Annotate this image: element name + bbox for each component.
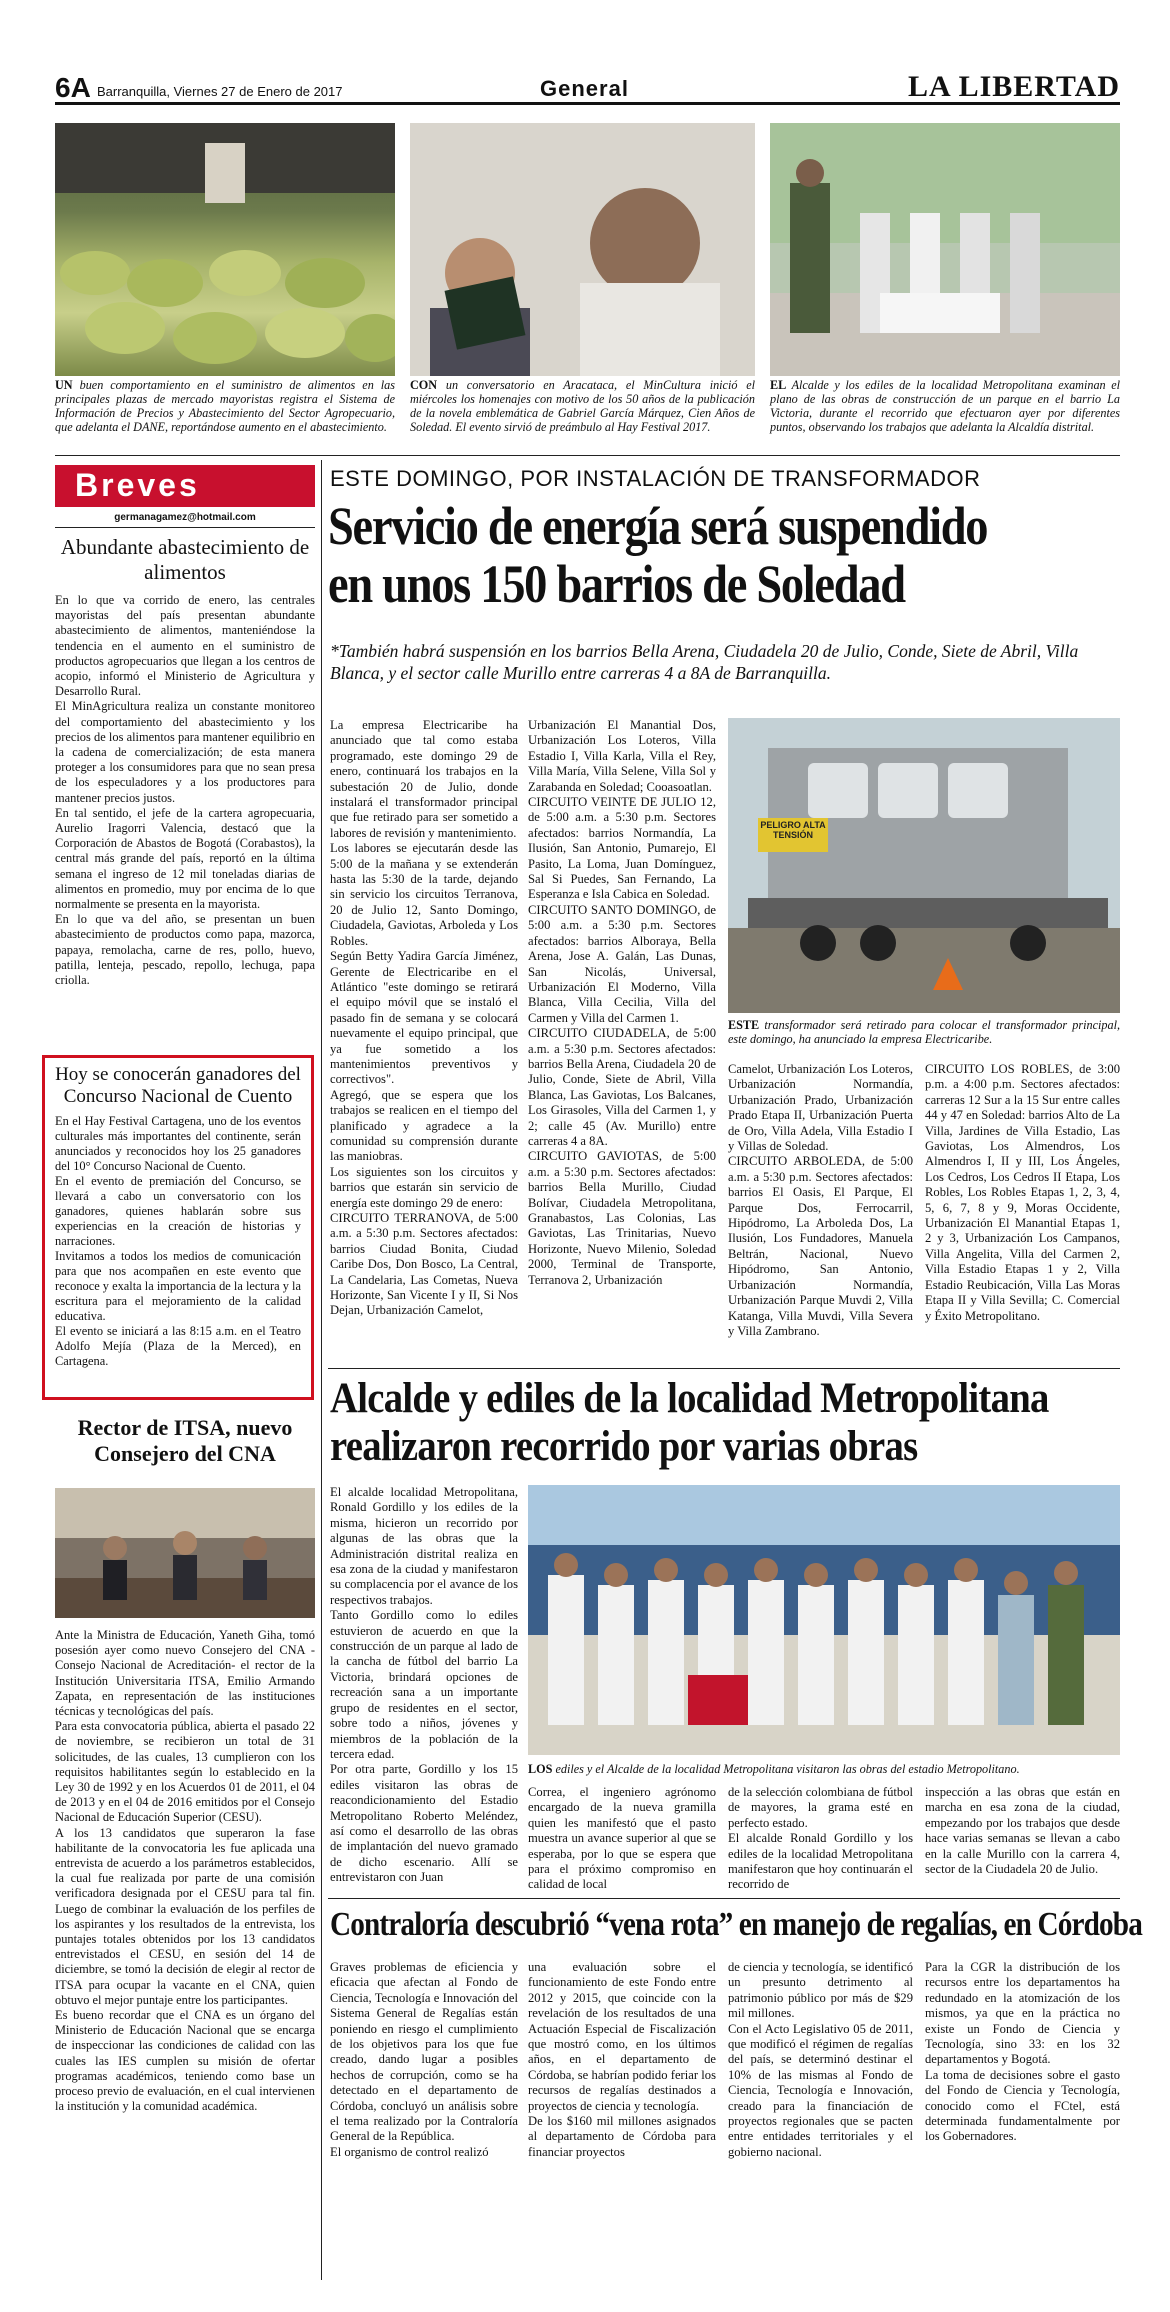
- article2-col3: de la selección colombiana de fútbol de mayores, la grama esté en perfecto estado. El alcalde Ronald Gordillo y los ediles de la localidad Metropolitana manifestaron que hoy continuarán el recorrido de: [728, 1785, 913, 1892]
- brief-paragraph: En tal sentido, el jefe de la cartera agropecuaria, Aurelio Iragorri Valencia, destacó que la Corporación de Abastos de Bogotá (Corabastos), la central más grande del país, reportó en la última semana el ingreso de 12 mil toneladas diarias de alimentos en promedio, muy por encima de lo que normalmente se presenta en la mayorista.: [55, 805, 315, 912]
- brief-paragraph: En el Hay Festival Cartagena, uno de los eventos culturales más importantes del continente, serán anunciados y reconocidos hoy los 25 ganadores del 10° Concurso Nacional de Cuento.: [55, 1114, 301, 1173]
- page-header: [55, 70, 1120, 105]
- breves-label: Breves: [75, 467, 200, 503]
- brief-paragraph: A los 13 candidatos que superaron la fase habilitante de la convocatoria les fue aplicada una entrevista de acuerdo a los parámetros establecidos, la cual fue realizada por parte de una comisión verificadora designada por el CESU para tal fin. Luego de combinar la evaluación de los perfiles de los aspirantes y los resultados de la entrevista, los puntajes totales obtenidos por los 13 candidatos entrevistados el CESU, en sesión del 14 de diciembre, se tomó la decisión de elegir al rector de ITSA para ocupar la vacante en el CNA, quien obtuvo el mejor puntaje entre los participantes.: [55, 1825, 315, 2007]
- brief-itsa-body: [55, 1628, 315, 2115]
- divider: [55, 455, 1120, 456]
- columnist-email: germanagamez@hotmail.com: [114, 512, 256, 523]
- photo-caption-2: CON un conversatorio en Aracataca, el MinCultura inició el miércoles los homenajes con motivo de los 50 años de la publicación de la novela emblemática de Gabriel García Márquez, Cien Años de Soledad. El evento sirvió de preámbulo al Hay Festival 2017.: [410, 378, 755, 434]
- brief-itsa: [55, 1415, 315, 1467]
- photo-caption-3: EL Alcalde y los ediles de la localidad Metropolitana examinan el plano de las obras de construcción de un parque en el barrio La Victoria, durante el recorrido que efectuaron ayer por diferentes puntos, observando los trabajos que adelanta la Alcaldía distrital.: [770, 378, 1120, 434]
- article3-col3: de ciencia y tecnología, se identificó un presunto detrimento al patrimonio público por más de $29 mil millones. Con el Acto Legislativo 05 de 2011, que modificó el régimen de regalías del país, se determinó destinar el 10% de las mismas al Fondo de Ciencia, Tecnología e Innovación, creado para la financiación de proyectos regionales que se pacten entre entidades territoriales y el gobierno nacional.: [728, 1960, 913, 2159]
- brief-paragraph: Para esta convocatoria pública, abierta el pasado 22 de noviembre, se recibieron un total de 31 solicitudes, de las cuales, 13 cumplieron con los requisitos habilitantes según lo establecido en la Ley 30 de 1992 y en los Acuerdos 01 de 2011, el 04 de 2013 y en el 04 de 2016 emitidos por el Consejo Nacional de Educación Superior (CESU).: [55, 1719, 315, 1825]
- article1-col1: La empresa Electricaribe ha anunciado que tal como estaba programado, este domingo 29 de enero, continuará los trabajos en la subestación 20 de Julio, donde instalará el transformador principal que fue retirado para ser sometido a labores de revisión y mantenimiento. Los labores se ejecutarán desde las 5:00 de la mañana y se extenderán hasta las 5:30 de la tarde, dejando sin servicio los circuitos Terranova, 20 de Julio 12, Santo Domingo, Ciudadela, Gaviotas, Arboleda y Los Robles. Según Betty Yadira García Jiménez, Gerente de Electricaribe en el Atlántico "este domingo se retirará el equipo móvil que se instaló el pasado fin de semana y se colocará nuevamente el equipo principal, que ya fue sometido a los mantenimientos preventivos y correctivos". Agregó, que se espera que los trabajos se realicen en el tiempo del planificado y agradece a la comunidad su comprensión durante las maniobras. Los siguientes son los circuitos y barrios que estarán sin servicio de energía este domingo 29 de enero: CIRCUITO TERRANOVA, de 5:00 a.m. a 5:30 p.m. Sectores afectados: barrios Ciudad Bonita, Ciudad Caribe Dos, Don Bosco, La Central, La Candelaria, Las Cometas, Nueva Horizonte, San Vicente I y II, Si Nos Dejan, Urbanización Camelot,: [330, 718, 518, 1318]
- brief-paragraph: Ante la Ministra de Educación, Yaneth Giha, tomó posesión ayer como nuevo Consejero del CNA -Consejo Nacional de Acreditación- el rector de la Institución Universitaria ITSA, Emilio Armando Zapata, en representación de las instituciones técnicas y tecnológicas del país.: [55, 1628, 315, 1719]
- brief-paragraph: Es bueno recordar que el CNA es un órgano del Ministerio de Educación Nacional que se encarga de inspeccionar las condiciones de calidad con las cuales las IES cumplen su misión de ofertar programas académicos, teniendo como base un proceso previo de evaluación, en el cual intervienen la institución y la comunidad académica.: [55, 2008, 315, 2114]
- article1-headline: Servicio de energía será suspendido en unos 150 barrios de Soledad: [328, 496, 988, 614]
- brief-paragraph: El MinAgricultura realiza un constante monitoreo del comportamiento del abastecimiento y los precios de los alimentos para mantener equilibrio en la cadena de comercialización; de esta manera proteger a los consumidores para que no sean presa de los especuladores y a los productores para mantener precios justos.: [55, 699, 315, 805]
- article3-col2: una evaluación sobre el funcionamiento de este Fondo entre 2012 y 2015, que coincide con la revelación de los resultados de una Actuación Especial de Fiscalización que mostró como, en los últimos años, en el departamento de Córdoba, se habrían podido feriar los recursos de regalías destinados a proyectos de ciencia y tecnología. De los $160 mil millones asignados al departamento de Córdoba para financiar proyectos: [528, 1960, 716, 2159]
- section-name: General: [540, 76, 629, 101]
- highlight-box: [42, 1055, 314, 1400]
- ediles-photo: [528, 1485, 1120, 1755]
- ediles-caption: LOS ediles y el Alcalde de la localidad Metropolitana visitaron las obras del estadio Metropolitano.: [528, 1762, 1020, 1776]
- brief-concurso: [55, 1064, 301, 1369]
- article3-col4: Para la CGR la distribución de los recursos entre los departamentos ha redundado en la atomización de los mismos, ya que en la práctica no existe un Fondo de Ciencia y Tecnología, sino 33: en los 32 departamentos y Bogotá. La toma de decisiones sobre el gasto del Fondo de Ciencia y Tecnología, conocido como el FCtel, está determinada fundamentalmente por los Gobernadores.: [925, 1960, 1120, 2144]
- brief-title: Hoy se conocerán ganadores del Concurso Nacional de Cuento: [55, 1064, 301, 1107]
- article1-deck: *También habrá suspensión en los barrios Bella Arena, Ciudadela 20 de Julio, Conde, Siete de Abril, Villa Blanca, y el sector calle Murillo entre carreras 4 a 8A de Barranquilla.: [330, 641, 1079, 683]
- article2-col2: Correa, el ingeniero agrónomo encargado de la nueva gramilla quien les manifestó que el pasto muestra un avance superior al que se esperaba, por lo que se espera que para el próximo compromiso en calidad de local: [528, 1785, 716, 1892]
- photo-caption-1: UN buen comportamiento en el suministro de alimentos en las principales plazas de mercado mayoristas registra el Sistema de Información de Precios y Abastecimiento del Sector Agropecuario, que adelanta el DANE, reportándose aumento en el abastecimiento.: [55, 378, 395, 434]
- divider: [328, 1898, 1120, 1899]
- page-number: 6A: [55, 72, 91, 103]
- article1-col4: CIRCUITO LOS ROBLES, de 3:00 p.m. a 4:00 p.m. Sectores afectados: carreras 12 Sur a la 15 Sur entre calles 44 y 47 en Soledad: barrios Alto de La Villa, Jardines de Villa Estadio, Las Gaviotas, Los Almendros, Los Almendros I, II y III, Los Ángeles, Los Cedros, Los Cedros II Etapa, Los Robles, Los Robles Etapas 1, 2, 3, 4, 5, 6, 7, 8 y 9, Moras Occidente, Urbanización El Manantial Etapas 1, 2 y 3, Urbanización Los Campanos, Villa Angelita, Villa del Carmen 2, Villa Estadio Etapas 1 y 2, Villa Estadio Reubicación, Villa Las Moras Etapa II y Villa Sevilla; C. Comercial y Éxito Metropolitano.: [925, 1062, 1120, 1323]
- article3-col1: Graves problemas de eficiencia y eficacia que afectan al Fondo de Ciencia, Tecnología e Innovación del Sistema General de Regalías están poniendo en riesgo el cumplimiento de los objetivos para los que fue creado, dando lugar a posibles hechos de corrupción, como se ha detectado en el departamento de Córdoba, concluyó un análisis sobre el tema realizado por la Contraloría General de la República. El organismo de control realizó: [330, 1960, 518, 2159]
- transformer-caption: ESTE transformador será retirado para colocar el transformador principal, este domingo, ha anunciado la empresa Electricaribe.: [728, 1018, 1120, 1046]
- brief-paragraph: El evento se iniciará a las 8:15 a.m. en el Teatro Adolfo Mejía (Plaza de la Merced), en Cartagena.: [55, 1324, 301, 1368]
- brief-title: Abundante abastecimiento de alimentos: [60, 535, 310, 584]
- brief-paragraph: En el evento de premiación del Concurso, se llevará a cabo un conversatorio con los ganadores, quienes hablarán sobre sus experiencias en la creación de historias y narraciones.: [55, 1174, 301, 1248]
- divider: [55, 527, 315, 528]
- article1-col2: Urbanización El Manantial Dos, Urbanización Los Loteros, Villa Estadio I, Villa Karla, Villa el Rey, Villa María, Villa Selene, Villa Sol y Zarabanda en Soledad; Cooasoatlan. CIRCUITO VEINTE DE JULIO 12, de 5:00 a.m. a 5:30 p.m. Sectores afectados: barrios Normandía, La Ilusión, San Antonio, Pumarejo, El Pasito, La Loma, Juan Domínguez, Sal Si Puedes, San Fernando, La Esperanza e Isla Cabica en Soledad. CIRCUITO SANTO DOMINGO, de 5:00 a.m. a 5:30 p.m. Sectores afectados: barrios Alboraya, Bella Arena, Jose A. Galán, Las Dunas, San Nicolás, Universal, Urbanización El Moderno, Villa Blanca, Villa Cecilia, Villa del Carmen y Villa del Carmen 1. CIRCUITO CIUDADELA, de 5:00 a.m. a 5:30 p.m. Sectores afectados: barrios Bella Arena, Ciudadela 20 de Julio, Conde, Siete de Abril, Villa Blanca, Las Gaviotas, Los Balcanes, Los Girasoles, Villa del Carmen 1, y 2; calle 45 (Av. Murillo) entre carreras 4 a 8A. CIRCUITO GAVIOTAS, de 5:00 a.m. a 5:30 p.m. Sectores afectados: barrios Bella Murillo, Ciudad Bolívar, Ciudadela Metropolitana, Granabastos, Las Colonias, Las Gaviotas, Las Trinitarias, Nuevo Horizonte, Nuevo Milenio, Soledad 2000, Terminal de Transporte, Terranova 2, Urbanización: [528, 718, 716, 1287]
- article3-headline: Contraloría descubrió “vena rota” en manejo de regalías, en Córdoba: [330, 1906, 1142, 1943]
- author-photo: [410, 123, 755, 376]
- masthead: LA LIBERTAD: [908, 70, 1120, 103]
- brief-paragraph: Invitamos a todos los medios de comunicación para que nos acompañen en este evento que reconoce y exalta la importancia de la lectura y la escritura para el mejoramiento de la calidad educativa.: [55, 1249, 301, 1323]
- article2-headline: Alcalde y ediles de la localidad Metropolitana realizaron recorrido por varias obras: [330, 1375, 1049, 1470]
- article2-col1: El alcalde localidad Metropolitana, Ronald Gordillo y los ediles de la misma, hicieron un recorrido por algunas de las obras que la Administración distrital realiza en esa zona de la ciudad y manifestaron su complacencia por el avance de los respectivos trabajos. Tanto Gordillo como lo ediles estuvieron de acuerdo en que la construcción de un parque al lado de la cancha de fútbol del barrio La Victoria, brindará opciones de recreación sana a un importante grupo de residentes en el sector, sobre todo a niños, jóvenes y miembros de la población de la tercera edad. Por otra parte, Gordillo y los 15 ediles visitaron las obras de reacondicionamiento del Estadio Metropolitano Roberto Meléndez, así como el desarrollo de las obras de implantación del nuevo gramado de dicho escenario. Allí se entrevistaron con Juan: [330, 1485, 518, 1885]
- article1-col3: Camelot, Urbanización Los Loteros, Urbanización Normandía, Urbanización Prado, Urbanización Prado Etapa II, Urbanización Puerta de Oro, Villa Adela, Villa Estadio I y Villas de Soledad. CIRCUITO ARBOLEDA, de 5:00 a.m. a 5:30 p.m. Sectores afectados: barrios El Oasis, El Parque, El Parque Dos, Ferrocarril, Hipódromo, La Arboleda Dos, La Ilusión, Los Fundadores, Manuela Beltrán, Nacional, Nuevo Hipódromo, San Antonio, Urbanización Normandía, Urbanización Parque Muvdi 2, Villa Katanga, Villa Muvdi, Villa Severa y Villa Zambrano.: [728, 1062, 913, 1338]
- brief-paragraph: En lo que va del año, se presentan un buen abastecimiento de productos como papa, mazorca, papaya, remolacha, carne de res, pollo, huevo, patilla, lenteja, pescado, repollo, lechuga, papa criolla.: [55, 912, 315, 988]
- market-photo: [55, 123, 395, 376]
- divider: [321, 460, 322, 2280]
- officials-photo: [770, 123, 1120, 376]
- brief-abastecimiento: [55, 535, 315, 988]
- breves-banner: [55, 465, 315, 507]
- meeting-photo: [55, 1488, 315, 1618]
- danger-sign: PELIGRO ALTA TENSIÓN: [760, 820, 826, 840]
- brief-title: Rector de ITSA, nuevo Consejero del CNA: [77, 1415, 293, 1466]
- article2-col4: inspección a las obras que están en marcha en esa zona de la ciudad, empezando por los trabajos que desde hace varias semanas se llevan a cabo en la calle Murillo con la carrera 4, sector de la Ciudadela 20 de Julio.: [925, 1785, 1120, 1877]
- divider: [328, 1368, 1120, 1369]
- page-date: Barranquilla, Viernes 27 de Enero de 2017: [97, 84, 343, 99]
- article1-kicker: ESTE DOMINGO, POR INSTALACIÓN DE TRANSFORMADOR: [330, 466, 981, 491]
- transformer-photo: [728, 718, 1120, 1013]
- brief-paragraph: En lo que va corrido de enero, las centrales mayoristas del país presentan abundante abastecimiento de alimentos, manteniéndose la tendencia en el aumento en el suministro de productos agropecuarios que llegan a los centros de acopio, informó el Ministerio de Agricultura y Desarrollo Rural.: [55, 593, 315, 699]
